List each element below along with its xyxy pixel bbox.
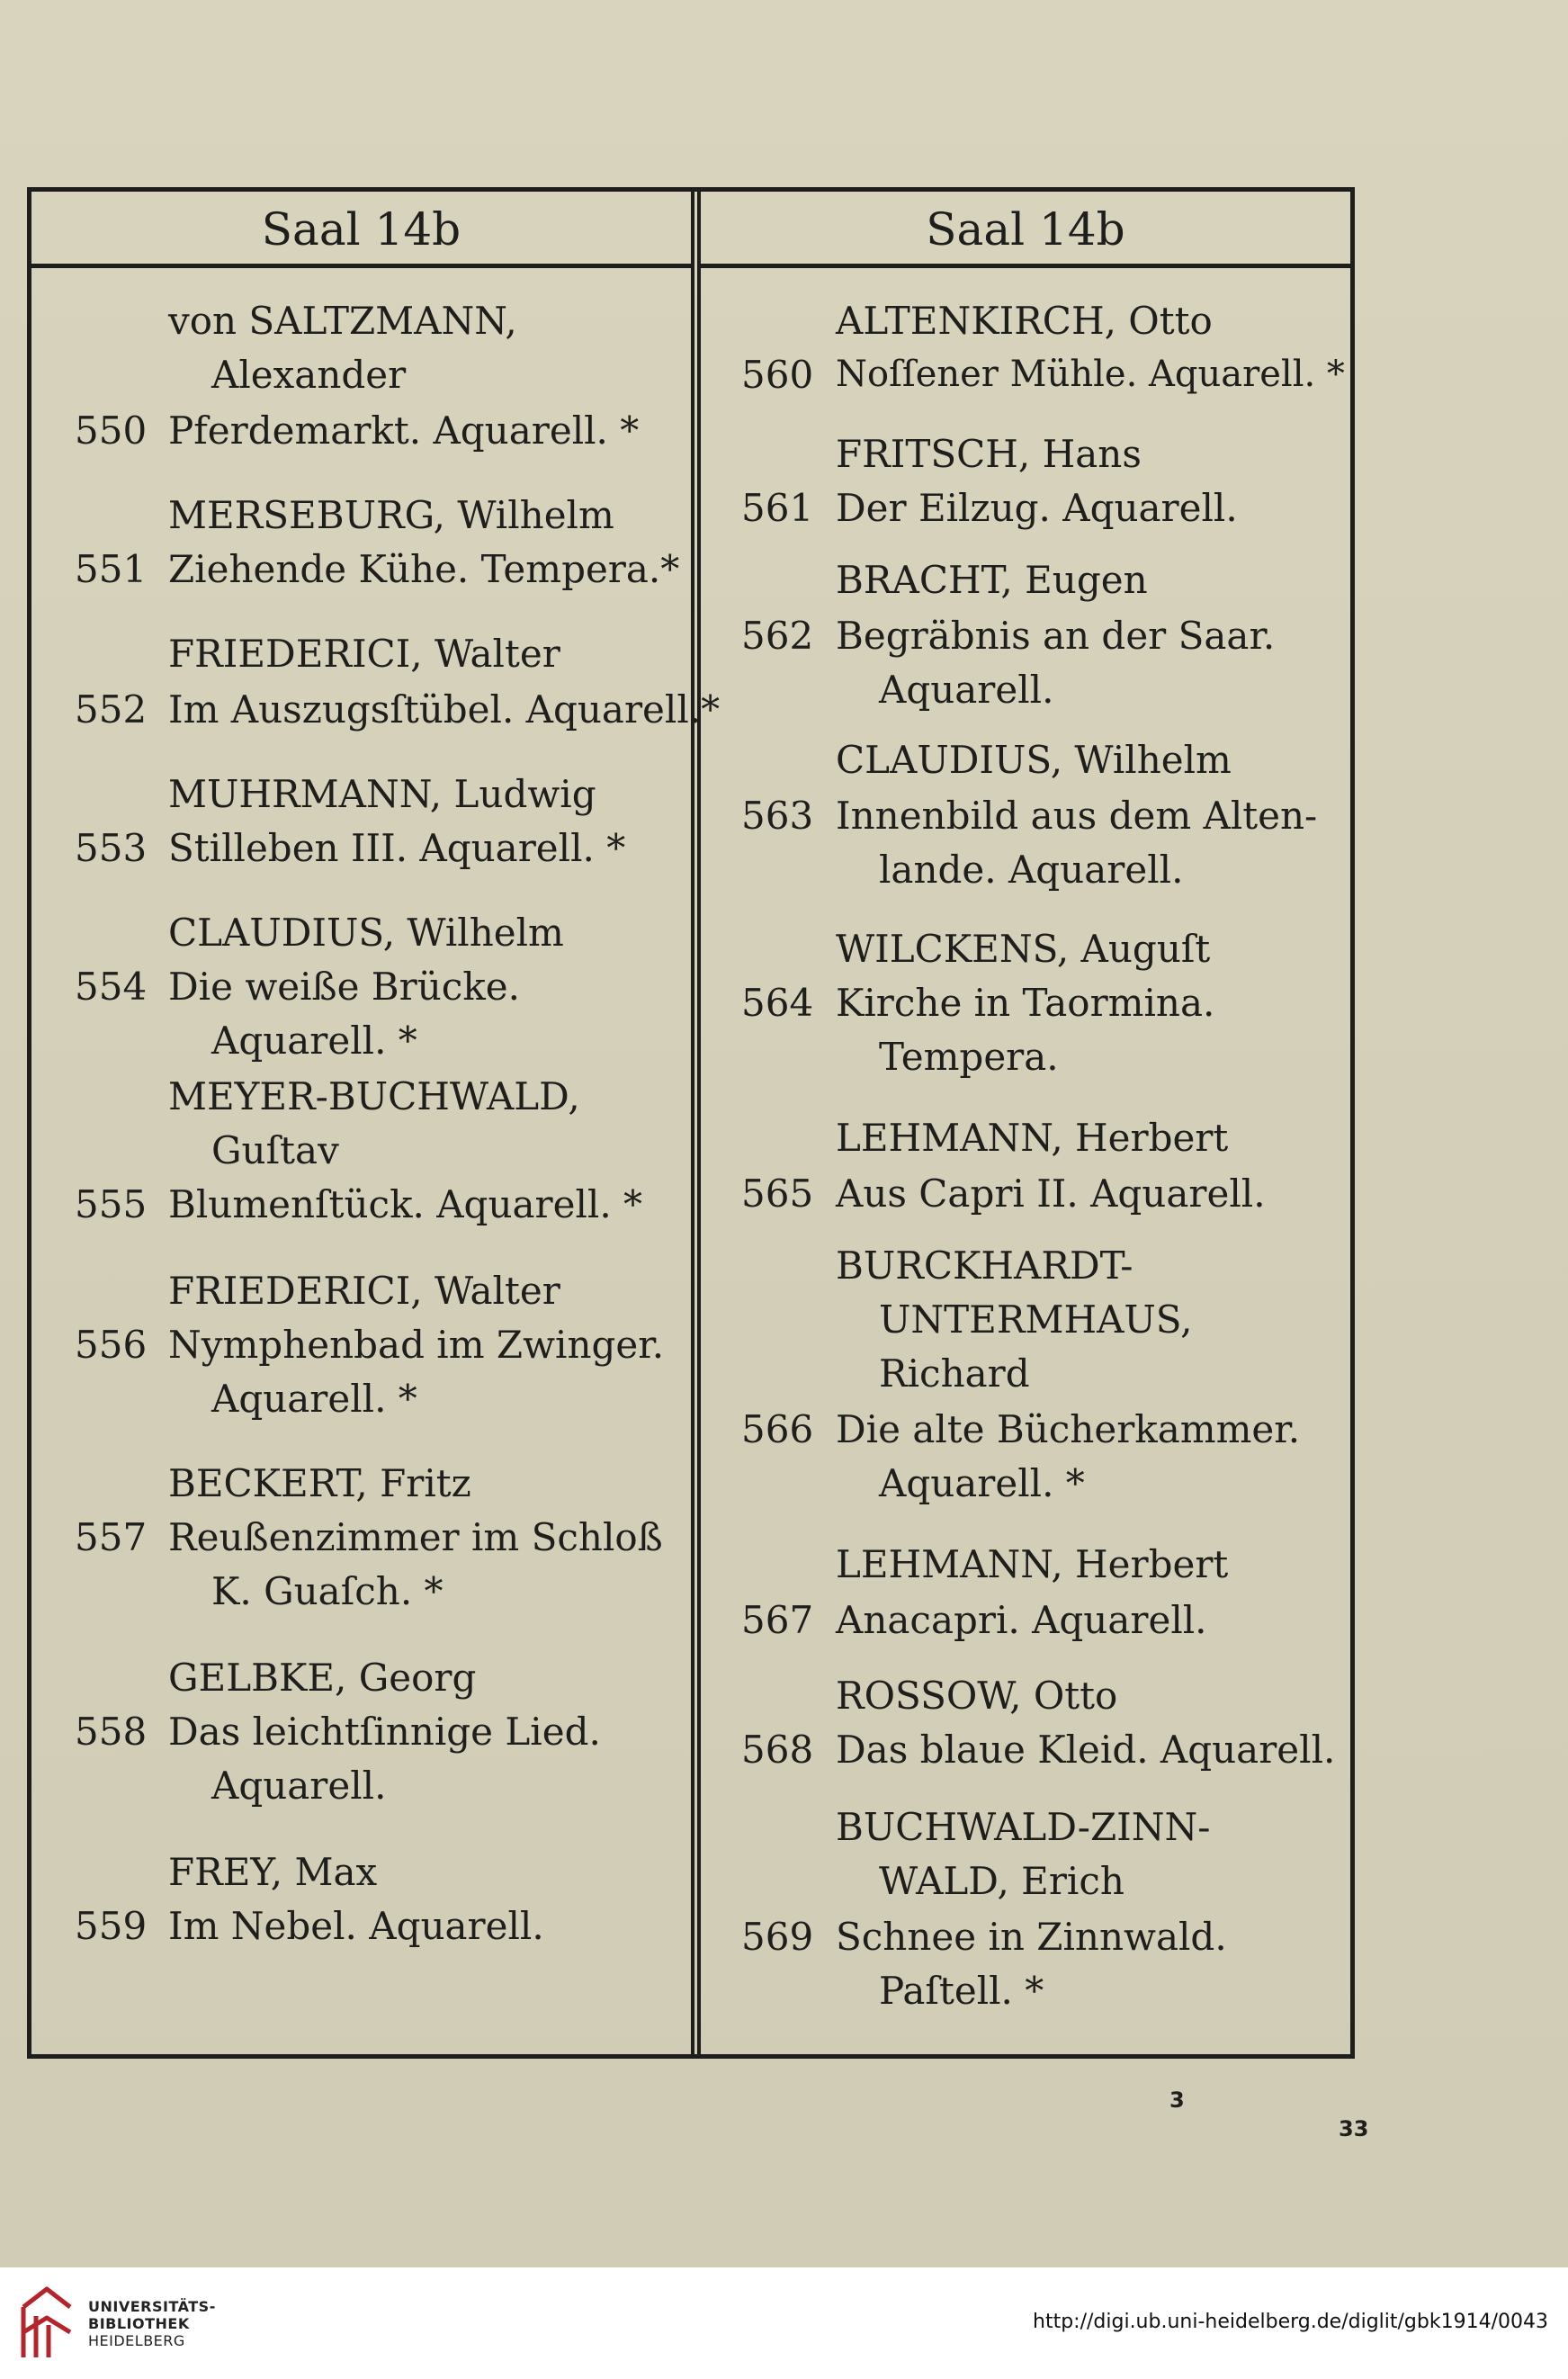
work-title-cont: lande. Aquarell. xyxy=(879,848,1184,892)
work-title: Begräbnis an der Saar. xyxy=(836,614,1276,658)
artist-name: FRIEDERICI, Walter xyxy=(168,1269,560,1313)
right-column-header: Saal 14b xyxy=(701,192,1350,268)
signature-mark: 3 xyxy=(1169,2087,1185,2113)
artist-name: FRIEDERICI, Walter xyxy=(168,632,560,676)
work-title: Reußenzimmer im Schloß xyxy=(168,1515,663,1559)
work-title: Stilleben III. Aquarell. * xyxy=(168,826,626,870)
footer-bar xyxy=(0,2267,1568,2379)
artist-name: BECKERT, Fritz xyxy=(168,1461,471,1505)
work-title-cont: K. Guaſch. * xyxy=(211,1569,444,1613)
work-title: Ziehende Kühe. Tempera.* xyxy=(168,547,680,591)
artist-name: CLAUDIUS, Wilhelm xyxy=(168,911,564,955)
work-title: Das blaue Kleid. Aquarell. xyxy=(836,1728,1336,1772)
artist-name: MUHRMANN, Ludwig xyxy=(168,772,596,816)
catalog-number: 553 xyxy=(75,826,148,870)
artist-name: GELBKE, Georg xyxy=(168,1656,477,1700)
left-column-header: Saal 14b xyxy=(31,192,691,268)
artist-name-cont: WALD, Erich xyxy=(879,1859,1124,1903)
catalog-number: 569 xyxy=(741,1915,814,1959)
artist-name: ALTENKIRCH, Otto xyxy=(836,299,1213,343)
right-column xyxy=(701,192,1350,2054)
catalog-number: 560 xyxy=(741,353,814,397)
artist-name-cont: Richard xyxy=(879,1351,1030,1396)
artist-name: MERSEBURG, Wilhelm xyxy=(168,493,614,537)
catalog-number: 551 xyxy=(75,547,148,591)
work-title: Innenbild aus dem Alten- xyxy=(836,794,1318,838)
work-title: Aus Capri II. Aquarell. xyxy=(836,1172,1266,1216)
artist-name: MEYER-BUCHWALD, xyxy=(168,1074,580,1118)
work-title: Der Eilzug. Aquarell. xyxy=(836,486,1238,530)
work-title: Kirche in Taormina. xyxy=(836,981,1215,1025)
catalog-number: 563 xyxy=(741,794,814,838)
column-divider xyxy=(691,192,701,2054)
catalog-number: 564 xyxy=(741,981,814,1025)
library-name-line: UNIVERSITÄTS- xyxy=(88,2298,216,2315)
library-name-line: BIBLIOTHEK xyxy=(88,2315,190,2332)
work-title-cont: Tempera. xyxy=(879,1035,1059,1079)
artist-name: WILCKENS, Auguſt xyxy=(836,927,1211,971)
work-title-cont: Aquarell. xyxy=(211,1764,387,1808)
artist-name-cont: UNTERMHAUS, xyxy=(879,1297,1193,1342)
catalog-number: 558 xyxy=(75,1710,148,1754)
library-name xyxy=(88,2298,216,2349)
work-title-cont: Aquarell. xyxy=(879,668,1054,712)
catalog-number: 554 xyxy=(75,965,148,1009)
library-logo-icon xyxy=(16,2280,77,2366)
artist-name: LEHMANN, Herbert xyxy=(836,1116,1229,1160)
work-title: Nymphenbad im Zwinger. xyxy=(168,1323,665,1367)
catalog-number: 556 xyxy=(75,1323,148,1367)
catalog-number: 568 xyxy=(741,1728,814,1772)
catalog-number: 552 xyxy=(75,687,148,732)
catalog-number: 567 xyxy=(741,1598,814,1642)
work-title: Das leichtſinnige Lied. xyxy=(168,1710,601,1754)
catalog-number: 557 xyxy=(75,1515,148,1559)
work-title: Im Auszugsſtübel. Aquarell.* xyxy=(168,687,721,732)
work-title: Die alte Bücherkammer. xyxy=(836,1407,1301,1451)
catalog-number: 566 xyxy=(741,1407,814,1451)
work-title-cont: Paſtell. * xyxy=(879,1969,1044,2013)
work-title: Im Nebel. Aquarell. xyxy=(168,1904,544,1948)
catalog-number: 562 xyxy=(741,614,814,658)
work-title-cont: Aquarell. * xyxy=(879,1461,1085,1505)
artist-name: BURCKHARDT- xyxy=(836,1243,1133,1288)
catalog-number: 559 xyxy=(75,1904,148,1948)
work-title: Blumenſtück. Aquarell. * xyxy=(168,1182,643,1226)
work-title-cont: Aquarell. * xyxy=(211,1019,417,1063)
library-name-line: HEIDELBERG xyxy=(88,2332,185,2349)
catalog-number: 565 xyxy=(741,1172,814,1216)
artist-name: LEHMANN, Herbert xyxy=(836,1542,1229,1586)
artist-name: CLAUDIUS, Wilhelm xyxy=(836,738,1232,782)
catalog-table xyxy=(27,187,1355,2059)
work-title: Anacapri. Aquarell. xyxy=(836,1598,1207,1642)
page-number: 33 xyxy=(1339,2116,1369,2141)
work-title: Schnee in Zinnwald. xyxy=(836,1915,1227,1959)
artist-name: ROSSOW, Otto xyxy=(836,1674,1118,1718)
artist-name: FRITSCH, Hans xyxy=(836,432,1142,476)
source-url-link[interactable]: http://digi.ub.uni-heidelberg.de/diglit/gbk1914/0043 xyxy=(1033,2311,1548,2333)
artist-name: BUCHWALD-ZINN- xyxy=(836,1805,1211,1849)
artist-name-cont: Alexander xyxy=(211,353,407,397)
artist-name-cont: Guſtav xyxy=(211,1128,339,1172)
catalog-number: 561 xyxy=(741,486,814,530)
catalog-number: 555 xyxy=(75,1182,148,1226)
artist-name: von SALTZMANN, xyxy=(168,299,517,343)
artist-name: FREY, Max xyxy=(168,1850,378,1894)
work-title-cont: Aquarell. * xyxy=(211,1377,417,1421)
artist-name: BRACHT, Eugen xyxy=(836,558,1148,602)
work-title: Pferdemarkt. Aquarell. * xyxy=(168,408,640,453)
work-title: Die weiße Brücke. xyxy=(168,965,520,1009)
work-title: Noſſener Mühle. Aquarell. * xyxy=(836,354,1345,395)
catalog-number: 550 xyxy=(75,408,148,453)
left-column xyxy=(31,192,721,2054)
